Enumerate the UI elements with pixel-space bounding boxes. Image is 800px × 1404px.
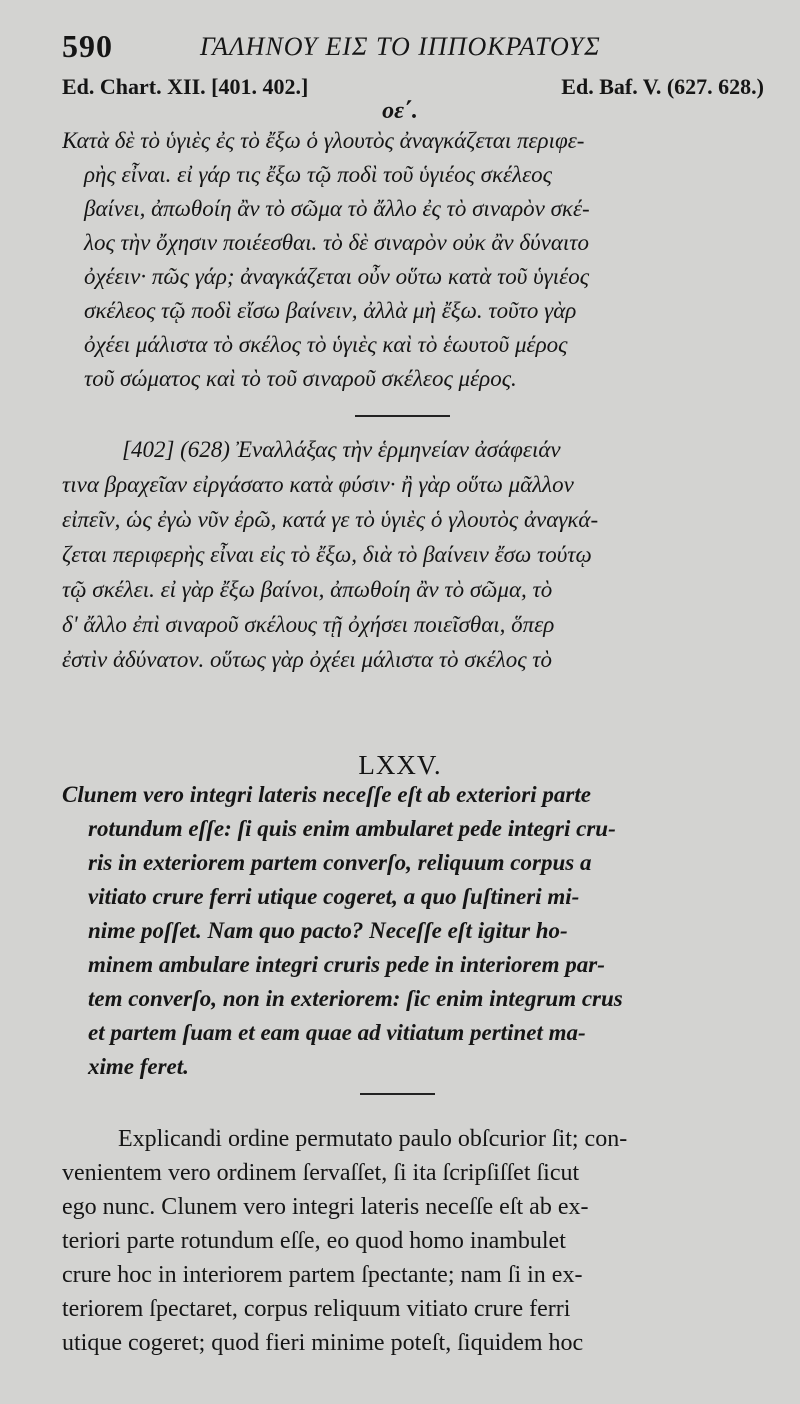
latin-lemma-line: et partem ſuam et eam quae ad vitiatum pertinet ma- (88, 1020, 586, 1045)
greek-commentary-line: τῷ σκέλει. εἰ γὰρ ἔξω βαίνοι, ἀπωθοίη ἂν τὸ σῶμα, τὸ (62, 577, 553, 602)
greek-commentary-line: τινα βραχεῖαν εἰργάσατο κατὰ φύσιν· ἢ γὰρ οὕτω μᾶλλον (62, 472, 574, 497)
latin-commentary-line: ego nunc. Clunem vero integri lateris neceſſe eſt ab ex- (62, 1194, 589, 1220)
edition-reference-chart: Ed. Chart. XII. [401. 402.] (62, 74, 309, 99)
greek-lemma-line: λος τὴν ὄχησιν ποιέεσθαι. τὸ δὲ σιναρὸν οὐκ ἂν δύναιτο (84, 230, 590, 255)
latin-commentary-line: crure hoc in interiorem partem ſpectante; nam ſi in ex- (62, 1262, 583, 1288)
latin-commentary-line: Explicandi ordine permutato paulo obſcurior ſit; con- (118, 1126, 628, 1152)
latin-lemma-line: minem ambulare integri cruris pede in interiorem par- (88, 952, 605, 977)
greek-lemma-line: ρὴς εἶναι. εἰ γάρ τις ἔξω τῷ ποδὶ τοῦ ὑγιέος σκέλεος (84, 162, 552, 187)
greek-section-marker: οε΄. (382, 98, 418, 124)
greek-commentary-line: ζεται περιφερὴς εἶναι εἰς τὸ ἔξω, διὰ τὸ βαίνειν ἔσω τούτῳ (62, 542, 592, 567)
latin-lemma-line: xime feret. (88, 1054, 189, 1079)
page-header (62, 28, 760, 64)
separator-rule (360, 1093, 435, 1095)
latin-lemma-line: ris in exteriorem partem converſo, reliquum corpus a (88, 850, 592, 875)
greek-commentary-line: ἐστὶν ἀδύνατον. οὕτως γὰρ ὀχέει μάλιστα τὸ σκέλος τὸ (62, 647, 553, 672)
greek-commentary (62, 437, 766, 687)
latin-lemma-line: Clunem vero integri lateris neceſſe eſt ab exteriori parte (62, 782, 591, 807)
greek-lemma-line: βαίνει, ἀπωθοίη ἂν τὸ σῶμα τὸ ἄλλο ἐς τὸ σιναρὸν σκέ- (84, 196, 590, 221)
greek-lemma-line: ὀχέειν· πῶς γάρ; ἀναγκάζεται οὖν οὕτω κατὰ τοῦ ὑγιέος (84, 264, 590, 289)
greek-lemma-line: σκέλεος τῷ ποδὶ εἴσω βαίνειν, ἀλλὰ μὴ ἔξω. τοῦτο γὰρ (84, 298, 577, 323)
running-head: ΓΑΛΗΝΟΥ ΕΙΣ ΤΟ ΙΠΠΟΚΡΑΤΟΥΣ (200, 32, 601, 61)
latin-lemma-line: tem converſo, non in exteriorem: ſic enim integrum crus (88, 986, 623, 1011)
latin-commentary-line: venientem vero ordinem ſervaſſet, ſi ita ſcripſiſſet ſicut (62, 1160, 580, 1186)
latin-lemma-line: rotundum eſſe: ſi quis enim ambularet pede integri cru- (88, 816, 616, 841)
greek-lemma-line: Κατὰ δὲ τὸ ὑγιὲς ἐς τὸ ἔξω ὁ γλουτὸς ἀναγκάζεται περιφε- (62, 128, 585, 153)
page-number: 590 (62, 28, 113, 64)
greek-commentary-line: δ' ἄλλο ἐπὶ σιναροῦ σκέλους τῇ ὀχήσει ποιεῖσθαι, ὅπερ (62, 612, 555, 637)
latin-commentary-line: teriori parte rotundum eſſe, eo quod homo inambulet (62, 1228, 566, 1254)
section-number: LXXV. (358, 750, 442, 780)
latin-lemma (62, 782, 766, 1092)
greek-commentary-line: [402] (628) Ἐναλλάξας τὴν ἑρμηνείαν ἀσάφειάν (122, 437, 561, 462)
separator-rule (355, 415, 450, 417)
latin-lemma-line: vitiato crure ferri utique cogeret, a quo ſuſtineri mi- (88, 884, 580, 909)
greek-lemma (62, 128, 766, 408)
greek-commentary-line: εἰπεῖν, ὡς ἐγὼ νῦν ἐρῶ, κατά γε τὸ ὑγιὲς ὁ γλουτὸς ἀναγκά- (62, 507, 599, 532)
latin-lemma-line: nime poſſet. Nam quo pacto? Neceſſe eſt igitur ho- (88, 918, 568, 943)
edition-reference-basel: Ed. Baf. V. (627. 628.) (561, 74, 764, 99)
latin-commentary (62, 1126, 766, 1386)
greek-lemma-line: τοῦ σώματος καὶ τὸ τοῦ σιναροῦ σκέλεος μέρος. (84, 366, 517, 391)
latin-commentary-line: teriorem ſpectaret, corpus reliquum vitiato crure ferri (62, 1296, 571, 1322)
latin-commentary-line: utique cogeret; quod fieri minime poteſt, ſiquidem hoc (62, 1330, 584, 1356)
greek-lemma-line: ὀχέει μάλιστα τὸ σκέλος τὸ ὑγιὲς καὶ τὸ ἑωυτοῦ μέρος (84, 332, 568, 357)
